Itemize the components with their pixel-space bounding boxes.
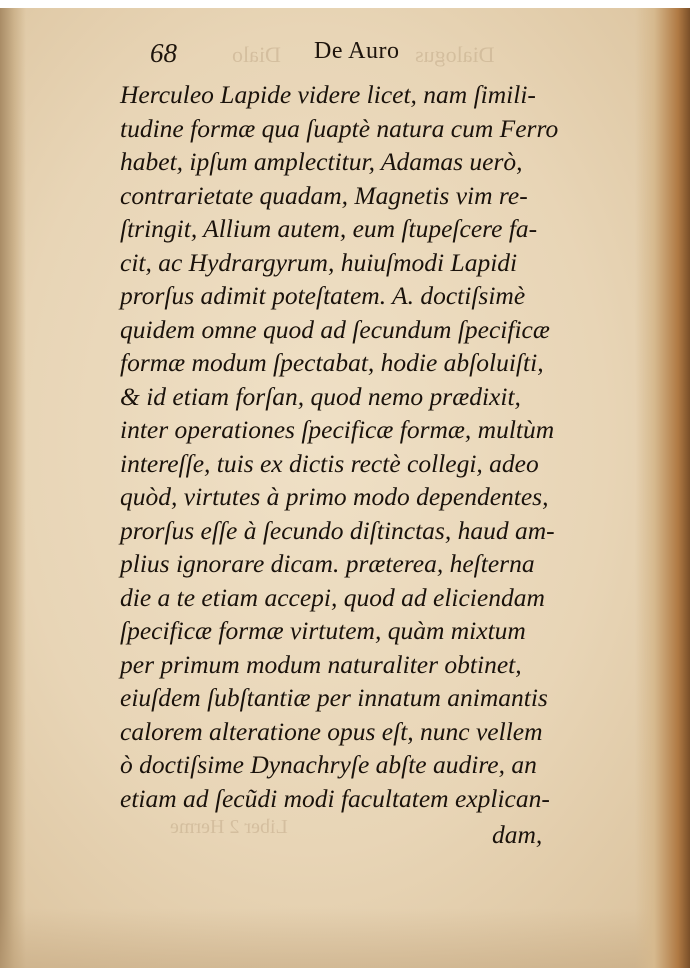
page-header <box>0 38 690 74</box>
catchword: dam, <box>492 820 543 849</box>
page-number: 68 <box>150 38 177 68</box>
text-line: tudine formæ qua ſuaptè natura cum Ferro <box>120 113 559 143</box>
text-line: ſtringit, Allium autem, eum ſtupeſcere fa- <box>120 214 538 243</box>
text-line: Herculeo Lapide videre licet, nam ſimili- <box>120 80 536 109</box>
text-line: quidem omne quod ad ſecundum ſpecificæ <box>120 314 550 344</box>
text-line: & id etiam forſan, quod nemo prædixit, <box>120 381 521 411</box>
text-line: ò doctiſsime Dynachryſe abſte audire, an <box>120 750 537 779</box>
text-line: per primum modum naturaliter obtinet, <box>120 649 522 679</box>
text-line: die a te etiam accepi, quod ad eliciendam <box>120 582 545 612</box>
show-through-text-top: Dialo <box>232 42 281 67</box>
text-line: etiam ad ſecũdi modi facultatem explican- <box>120 783 550 813</box>
text-line: quòd, virtutes à primo modo dependentes, <box>120 482 549 511</box>
page-shading <box>0 908 690 968</box>
text-line: habet, ipſum amplectitur, Adamas uerò, <box>120 147 523 176</box>
text-line: formæ modum ſpectabat, hodie abſoluiſti, <box>120 348 544 377</box>
running-head: De Auro <box>314 38 400 64</box>
text-line: prorſus adimit poteſtatem. A. doctiſsimè <box>120 281 526 310</box>
text-line: inter operationes ſpecificæ formæ, multùm <box>120 415 555 444</box>
text-line: eiuſdem ſubſtantiæ per innatum animantis <box>120 683 548 712</box>
text-line: prorſus eſſe à ſecundo diſtinctas, haud am- <box>120 515 555 545</box>
show-through-text-bottom: Liber 2 Herme <box>170 816 288 838</box>
body-text <box>120 78 600 815</box>
text-line: intereſſe, tuis ex dictis rectè collegi, adeo <box>120 448 539 478</box>
book-page <box>0 8 690 968</box>
text-line: plius ignorare dicam. præterea, heſterna <box>120 549 535 578</box>
text-line: calorem alteratione opus eſt, nunc vellem <box>120 716 543 746</box>
text-line: ſpecificæ formæ virtutem, quàm mixtum <box>120 616 526 645</box>
text-line: contrarietate quadam, Magnetis vim re- <box>120 180 528 210</box>
show-through-text-top-right: Dialogus <box>415 42 495 67</box>
text-line: cit, ac Hydrargyrum, huiuſmodi Lapidi <box>120 247 518 277</box>
